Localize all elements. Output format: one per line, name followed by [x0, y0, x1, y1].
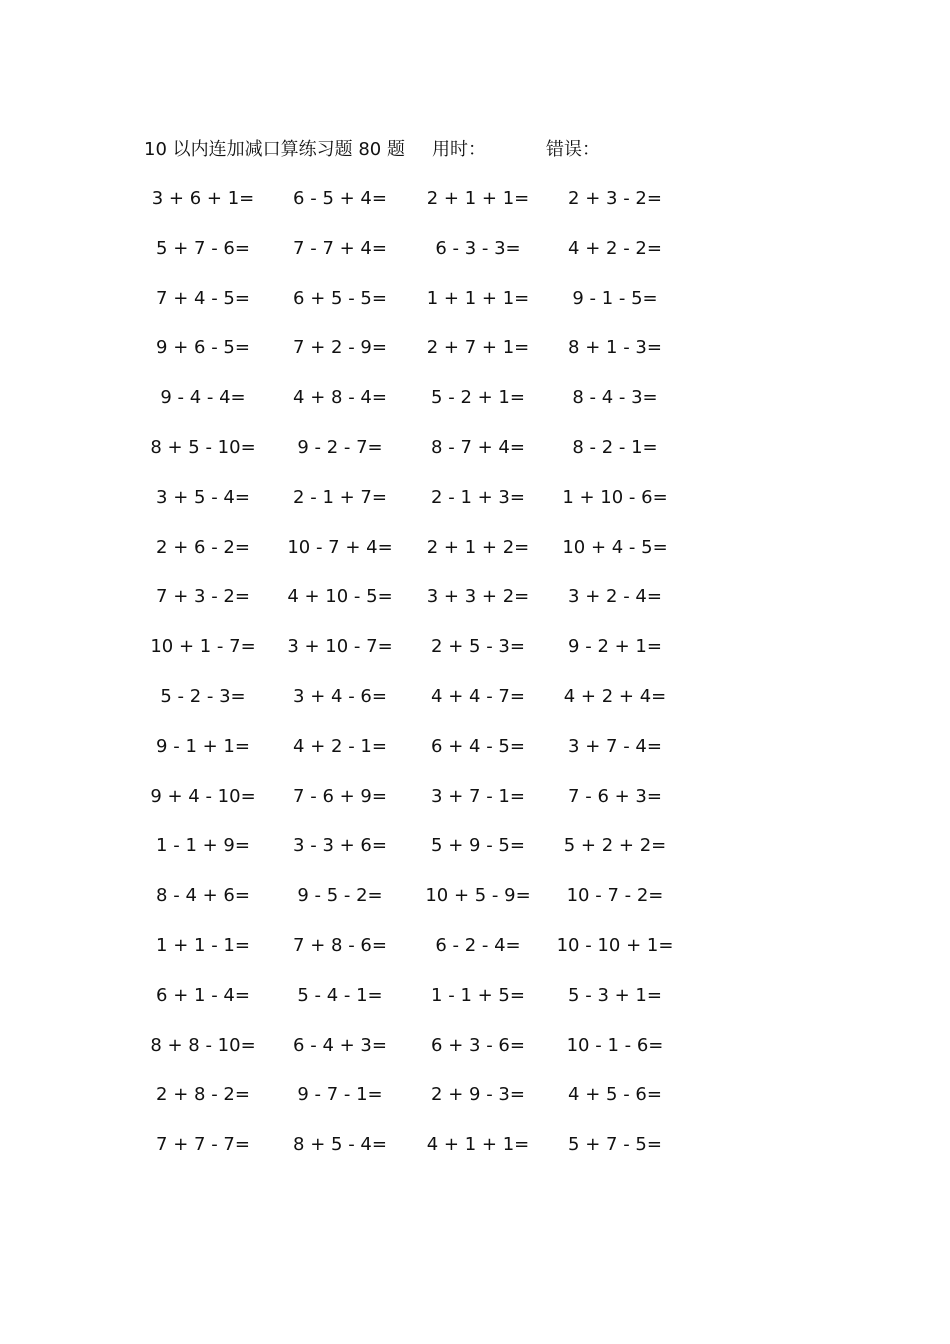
arithmetic-problem: 8 - 4 - 3= — [572, 387, 658, 409]
arithmetic-problem: 10 - 1 - 6= — [566, 1034, 664, 1056]
problem-row — [0, 783, 950, 833]
arithmetic-problem: 3 + 7 - 1= — [431, 785, 525, 807]
arithmetic-problem: 7 + 4 - 5= — [156, 287, 250, 309]
worksheet-header — [144, 136, 664, 164]
arithmetic-problem: 8 + 8 - 10= — [150, 1034, 256, 1056]
arithmetic-problem: 10 - 10 + 1= — [556, 934, 674, 956]
arithmetic-problem: 6 + 5 - 5= — [293, 287, 387, 309]
arithmetic-problem: 2 + 9 - 3= — [431, 1084, 525, 1106]
problem-row — [0, 534, 950, 584]
arithmetic-problem: 5 - 4 - 1= — [297, 984, 383, 1006]
arithmetic-problem: 4 + 4 - 7= — [431, 685, 525, 707]
arithmetic-problem: 8 - 4 + 6= — [156, 885, 250, 907]
arithmetic-problem: 3 + 10 - 7= — [287, 636, 393, 658]
worksheet-title: 10 以内连加减口算练习题 80 题 — [144, 139, 405, 160]
problem-row — [0, 832, 950, 882]
arithmetic-problem: 2 + 3 - 2= — [568, 188, 662, 209]
arithmetic-problem: 4 + 2 - 1= — [293, 735, 387, 757]
arithmetic-problem: 8 + 1 - 3= — [568, 337, 662, 359]
arithmetic-problem: 6 + 4 - 5= — [431, 735, 525, 757]
arithmetic-problem: 2 + 1 + 2= — [426, 536, 530, 558]
problem-row — [0, 384, 950, 434]
arithmetic-problem: 1 - 1 + 9= — [156, 835, 250, 857]
arithmetic-problem: 9 - 4 - 4= — [160, 387, 246, 409]
arithmetic-problem: 5 - 2 - 3= — [160, 685, 246, 707]
arithmetic-problem: 10 + 1 - 7= — [150, 636, 256, 658]
problem-row — [0, 932, 950, 982]
arithmetic-problem: 9 + 6 - 5= — [156, 337, 250, 359]
problem-row — [0, 882, 950, 932]
problem-row — [0, 583, 950, 633]
arithmetic-problem: 3 - 3 + 6= — [293, 835, 387, 857]
arithmetic-problem: 9 + 4 - 10= — [150, 785, 256, 807]
arithmetic-problem: 7 + 7 - 7= — [156, 1134, 250, 1156]
arithmetic-problem: 4 + 5 - 6= — [568, 1084, 662, 1106]
arithmetic-problem: 8 + 5 - 10= — [150, 436, 256, 458]
arithmetic-problem: 7 + 2 - 9= — [293, 337, 387, 359]
arithmetic-problem: 3 + 3 + 2= — [426, 586, 530, 608]
arithmetic-problem: 4 + 1 + 1= — [426, 1134, 530, 1156]
arithmetic-problem: 9 - 1 + 1= — [156, 735, 250, 757]
arithmetic-problem: 9 - 5 - 2= — [297, 885, 383, 907]
problem-row — [0, 982, 950, 1032]
arithmetic-problem: 1 + 10 - 6= — [562, 486, 668, 508]
arithmetic-problem: 7 - 6 + 9= — [293, 785, 387, 807]
arithmetic-problem: 4 + 2 + 4= — [563, 685, 667, 707]
arithmetic-problem: 3 + 2 - 4= — [568, 586, 662, 608]
arithmetic-problem: 4 + 8 - 4= — [293, 387, 387, 409]
arithmetic-problem: 9 - 1 - 5= — [572, 287, 658, 309]
problem-row — [0, 1032, 950, 1082]
arithmetic-problem: 5 - 2 + 1= — [431, 387, 525, 409]
arithmetic-problem: 6 - 4 + 3= — [293, 1034, 387, 1056]
problem-row — [0, 235, 950, 285]
arithmetic-problem: 6 - 3 - 3= — [435, 237, 521, 259]
arithmetic-problem: 7 + 8 - 6= — [293, 934, 387, 956]
arithmetic-problem: 7 - 7 + 4= — [293, 237, 387, 259]
arithmetic-problem: 10 + 5 - 9= — [425, 885, 531, 907]
arithmetic-problem: 7 - 6 + 3= — [568, 785, 662, 807]
problem-row — [0, 733, 950, 783]
arithmetic-problem: 2 + 6 - 2= — [156, 536, 250, 558]
arithmetic-problem: 4 + 10 - 5= — [287, 586, 393, 608]
arithmetic-problem: 7 + 3 - 2= — [156, 586, 250, 608]
problem-row — [0, 484, 950, 534]
arithmetic-problem: 9 - 7 - 1= — [297, 1084, 383, 1106]
problem-row — [0, 683, 950, 733]
arithmetic-problem: 1 + 1 - 1= — [156, 934, 250, 956]
arithmetic-problem: 9 - 2 - 7= — [297, 436, 383, 458]
arithmetic-problem: 3 + 6 + 1= — [151, 188, 255, 209]
problem-row — [0, 285, 950, 335]
problem-row — [0, 185, 950, 235]
arithmetic-problem: 3 + 5 - 4= — [156, 486, 250, 508]
arithmetic-problem: 2 - 1 + 7= — [293, 486, 387, 508]
arithmetic-problem: 2 + 5 - 3= — [431, 636, 525, 658]
arithmetic-problem: 8 + 5 - 4= — [293, 1134, 387, 1156]
arithmetic-problem: 2 - 1 + 3= — [431, 486, 525, 508]
arithmetic-problem: 1 + 1 + 1= — [426, 287, 530, 309]
arithmetic-problem: 5 + 9 - 5= — [431, 835, 525, 857]
arithmetic-problem: 6 - 2 - 4= — [435, 934, 521, 956]
problem-row — [0, 1131, 950, 1181]
arithmetic-problem: 8 - 2 - 1= — [572, 436, 658, 458]
arithmetic-problem: 5 + 2 + 2= — [563, 835, 667, 857]
arithmetic-problem: 10 - 7 - 2= — [566, 885, 664, 907]
arithmetic-problem: 5 + 7 - 5= — [568, 1134, 662, 1156]
arithmetic-problem: 5 + 7 - 6= — [156, 237, 250, 259]
arithmetic-problem: 6 + 3 - 6= — [431, 1034, 525, 1056]
problem-grid — [0, 185, 950, 1181]
arithmetic-problem: 3 + 4 - 6= — [293, 685, 387, 707]
arithmetic-problem: 6 - 5 + 4= — [293, 188, 387, 209]
arithmetic-problem: 2 + 8 - 2= — [156, 1084, 250, 1106]
arithmetic-problem: 9 - 2 + 1= — [568, 636, 662, 658]
error-count-label: 错误： — [546, 139, 600, 160]
problem-row — [0, 434, 950, 484]
problem-row — [0, 1081, 950, 1131]
time-used-label: 用时： — [432, 139, 486, 160]
arithmetic-problem: 10 + 4 - 5= — [562, 536, 668, 558]
arithmetic-problem: 10 - 7 + 4= — [287, 536, 393, 558]
problem-row — [0, 334, 950, 384]
arithmetic-problem: 8 - 7 + 4= — [431, 436, 525, 458]
arithmetic-problem: 1 - 1 + 5= — [431, 984, 525, 1006]
arithmetic-problem: 6 + 1 - 4= — [156, 984, 250, 1006]
arithmetic-problem: 2 + 7 + 1= — [426, 337, 530, 359]
arithmetic-problem: 3 + 7 - 4= — [568, 735, 662, 757]
arithmetic-problem: 2 + 1 + 1= — [426, 188, 530, 209]
problem-row — [0, 633, 950, 683]
arithmetic-problem: 4 + 2 - 2= — [568, 237, 662, 259]
arithmetic-problem: 5 - 3 + 1= — [568, 984, 662, 1006]
